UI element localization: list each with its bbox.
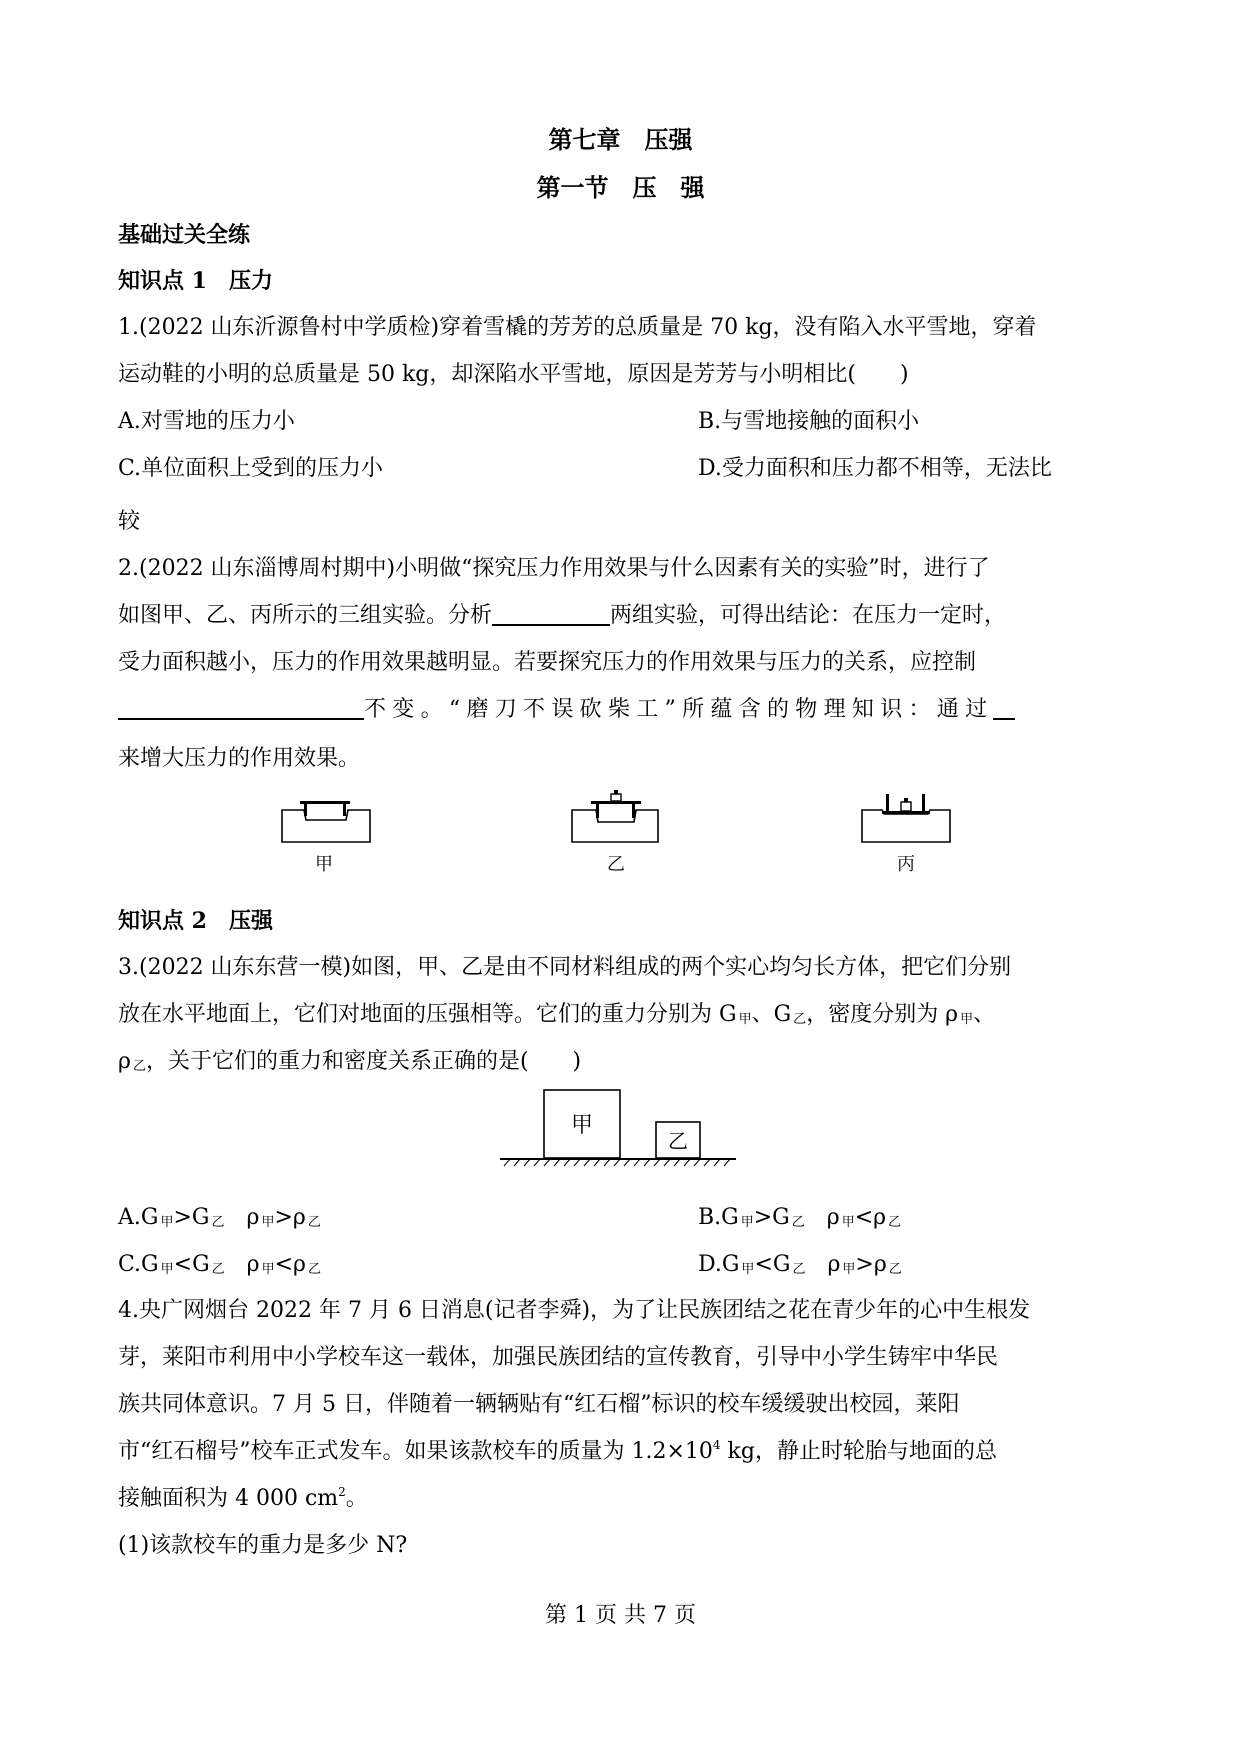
section-title: 第一节 压 强 — [536, 173, 705, 202]
q3-option-c: C.G 甲<G 乙 ρ 甲<ρ 乙 — [118, 1252, 322, 1277]
q2-line-5: 来增大压力的作用效果。 — [118, 746, 361, 771]
q4-line-5 — [118, 1481, 368, 1512]
q4-line-5a: 接触面积为 4 000 cm — [118, 1486, 339, 1511]
q2-line-2b: 两组实验，可得出结论：在压力一定时， — [610, 603, 1007, 628]
q2-line-2a: 如图甲、乙、丙所示的三组实验。分析 — [118, 603, 493, 628]
q1-paren-close: ) — [899, 362, 909, 387]
q4-line-4 — [118, 1434, 997, 1465]
page-footer: 第 1 页 共 7 页 — [545, 1603, 696, 1628]
q3-sub-yi-2: 乙 — [132, 1059, 146, 1074]
q3-line-2 — [118, 997, 995, 1028]
knowledge-point-1-heading: 知识点 1 压力 — [118, 268, 273, 294]
q1-line-2 — [118, 357, 909, 388]
q4-exponent-4: 4 — [712, 1438, 721, 1452]
q3-sub-jia-1: 甲 — [738, 1012, 752, 1027]
q4-line-5b: 。 — [345, 1486, 368, 1511]
q2-line-1: 2.(2022 山东淄博周村期中)小明做“探究压力作用效果与什么因素有关的实验”时，进行了 — [118, 556, 990, 581]
q3-option-b: B.G 甲>G 乙 ρ 甲<ρ 乙 — [698, 1205, 902, 1230]
q4-subquestion-1: (1)该款校车的重力是多少 N? — [118, 1533, 408, 1558]
q1-line-1: 1.(2022 山东沂源鲁村中学质检)穿着雪橇的芳芳的总质量是 70 kg，没有陷入水平雪地，穿着 — [118, 315, 1037, 340]
figure-yi — [572, 790, 658, 875]
figure-jia — [282, 801, 370, 875]
q2-blank-1 — [492, 602, 610, 626]
q4-line-3: 族共同体意识。7 月 5 日，伴随着一辆辆贴有“红石榴”标识的校车缓缓驶出校园，莱阳 — [118, 1392, 960, 1417]
figure-label-yi: 乙 — [607, 854, 625, 875]
q3-line-2c: ，密度分别为 ρ — [806, 1002, 959, 1027]
q3-line-1: 3.(2022 山东东营一模)如图，甲、乙是由不同材料组成的两个实心均匀长方体，把它们分别 — [118, 955, 1012, 980]
q1-line-2-text: 运动鞋的小明的总质量是 50 kg，却深陷水平雪地，原因是芳芳与小明相比( — [118, 362, 856, 387]
q3-line-3b: ，关于它们的重力和密度关系正确的是( — [145, 1049, 529, 1074]
q2-line-4-text: 不变。“磨刀不误砍柴工”所蕴含的物理知识：通过 — [364, 697, 994, 722]
q1-option-b: B.与雪地接触的面积小 — [698, 409, 920, 434]
q2-line-4 — [118, 692, 1015, 723]
figure-label-bing: 丙 — [897, 854, 915, 875]
q4-exponent-2: 2 — [338, 1485, 346, 1499]
q3-sub-jia-2: 甲 — [960, 1012, 974, 1027]
q3-line-2d: 、 — [973, 1002, 996, 1027]
q2-blank-3 — [993, 696, 1015, 720]
q2-line-2 — [118, 598, 1006, 629]
q1-option-d: D.受力面积和压力都不相等，无法比 — [698, 456, 1052, 481]
q2-line-3: 受力面积越小，压力的作用效果越明显。若要探究压力的作用效果与压力的关系，应控制 — [118, 650, 977, 675]
q4-line-2: 芽，莱阳市利用中小学校车这一载体，加强民族团结的宣传教育，引导中小学生铸牢中华民 — [118, 1345, 999, 1370]
q3-option-d: D.G 甲<G 乙 ρ 甲>ρ 乙 — [698, 1252, 902, 1277]
block-jia-label: 甲 — [570, 1113, 594, 1138]
q3-line-2b: 、G — [751, 1002, 792, 1027]
figure-label-jia: 甲 — [315, 854, 333, 875]
q3-sub-yi-1: 乙 — [793, 1012, 807, 1027]
q3-line-2a: 放在水平地面上，它们对地面的压强相等。它们的重力分别为 G — [118, 1002, 737, 1027]
q2-experiment-figure — [270, 780, 970, 880]
block-yi-label: 乙 — [668, 1129, 688, 1153]
q4-line-4b: kg，静止时轮胎与地面的总 — [720, 1439, 997, 1464]
q1-option-d-continued: 较 — [118, 509, 141, 534]
knowledge-point-2-heading: 知识点 2 压强 — [118, 908, 273, 934]
q3-paren-close: ) — [572, 1049, 582, 1074]
q1-option-a: A.对雪地的压力小 — [118, 409, 295, 434]
q3-line-3 — [118, 1044, 581, 1075]
figure-bing — [862, 794, 950, 875]
q1-option-c: C.单位面积上受到的压力小 — [118, 456, 384, 481]
q4-line-4a: 市“红石榴号”校车正式发车。如果该款校车的质量为 1.2×10 — [118, 1439, 713, 1464]
q2-blank-2 — [118, 696, 364, 720]
chapter-title: 第七章 压强 — [548, 125, 693, 154]
q3-option-a: A.G 甲>G 乙 ρ 甲>ρ 乙 — [118, 1205, 321, 1230]
practice-heading: 基础过关全练 — [118, 222, 251, 248]
ground-hatching — [504, 1159, 730, 1166]
q3-line-3a: ρ — [118, 1049, 131, 1074]
q3-blocks-figure — [498, 1086, 738, 1176]
q4-line-1: 4.央广网烟台 2022 年 7 月 6 日消息(记者李舜)，为了让民族团结之花在青少年的心中生根发 — [118, 1298, 1031, 1323]
